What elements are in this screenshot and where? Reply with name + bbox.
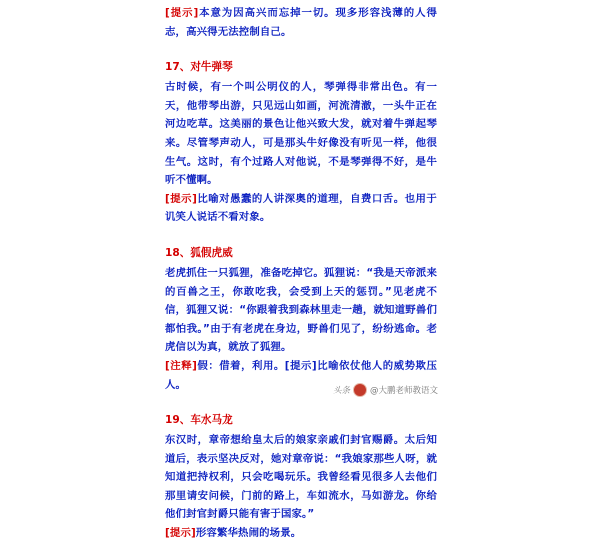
idiom-heading-18: 18、狐假虎威	[165, 246, 233, 259]
idiom-heading-17: 17、对牛弹琴	[165, 61, 233, 74]
tip-paragraph-19	[165, 524, 437, 543]
story-text: 古时候，有一个叫公明仪的人，琴弹得非常出色。有一天，他带琴出游，只见远山如画，河流清澈，一头牛正在河边吃草。这美丽的景色让他兴致大发，就对着牛弹起琴来。尽管琴声动人，可是那头牛好像没有听见一样，他很生气。这时，有个过路人对他说，不是琴弹得不好，是牛听不懂啊。	[165, 81, 437, 187]
note-tag: [注释]	[165, 359, 198, 372]
tip-paragraph-16	[165, 0, 437, 41]
tip-tag: [提示]	[165, 527, 196, 540]
tip-text: 比喻对愚蠢的人讲深奥的道理，自费口舌。也用于讥笑人说话不看对象。	[165, 192, 437, 224]
tip-text: 形容繁华热闹的场景。	[195, 527, 302, 540]
avatar-icon	[353, 383, 367, 397]
story-text: 老虎抓住一只狐狸，准备吃掉它。狐狸说：“我是天帝派来的百兽之王，你敢吃我，会受到上天的惩罚。”见老虎不信，狐狸又说：“你跟着我到森林里走一趟，就知道野兽们都怕我。”由于有老虎在身边，野兽们见了，纷纷逃命。老虎信以为真，就放了狐狸。	[165, 266, 437, 354]
watermark-label: @大鹏老师教语文	[369, 386, 438, 396]
tip-text: 本意为因高兴而忘掉一切。现多形容浅薄的人得志，高兴得无法控制自己。	[165, 7, 437, 38]
tip-paragraph-17	[165, 190, 437, 227]
story-text: 东汉时，章帝想给皇太后的娘家亲戚们封官赐爵。太后知道后，表示坚决反对，她对章帝说：“我娘家那些人呀，就知道把持权利，只会吃喝玩乐。我曾经看见很多人去他们那里请安问候，门前的路上，车如流水，马如游龙。你给他们封官封爵只能有害于国家。”	[165, 434, 437, 521]
tip-tag: [提示]	[165, 7, 199, 19]
story-paragraph-19	[165, 431, 437, 524]
article-column	[165, 0, 437, 543]
idiom-heading-19: 19、车水马龙	[165, 414, 233, 427]
story-paragraph-18	[165, 264, 437, 357]
watermark-logo: 头条	[332, 386, 350, 396]
tip-tag: [提示]	[165, 192, 197, 205]
story-paragraph-17	[165, 78, 437, 190]
note-text: 假：借着，利用。[提示]比喻依仗他人的威势欺压人。	[165, 359, 437, 391]
watermark	[331, 382, 440, 398]
